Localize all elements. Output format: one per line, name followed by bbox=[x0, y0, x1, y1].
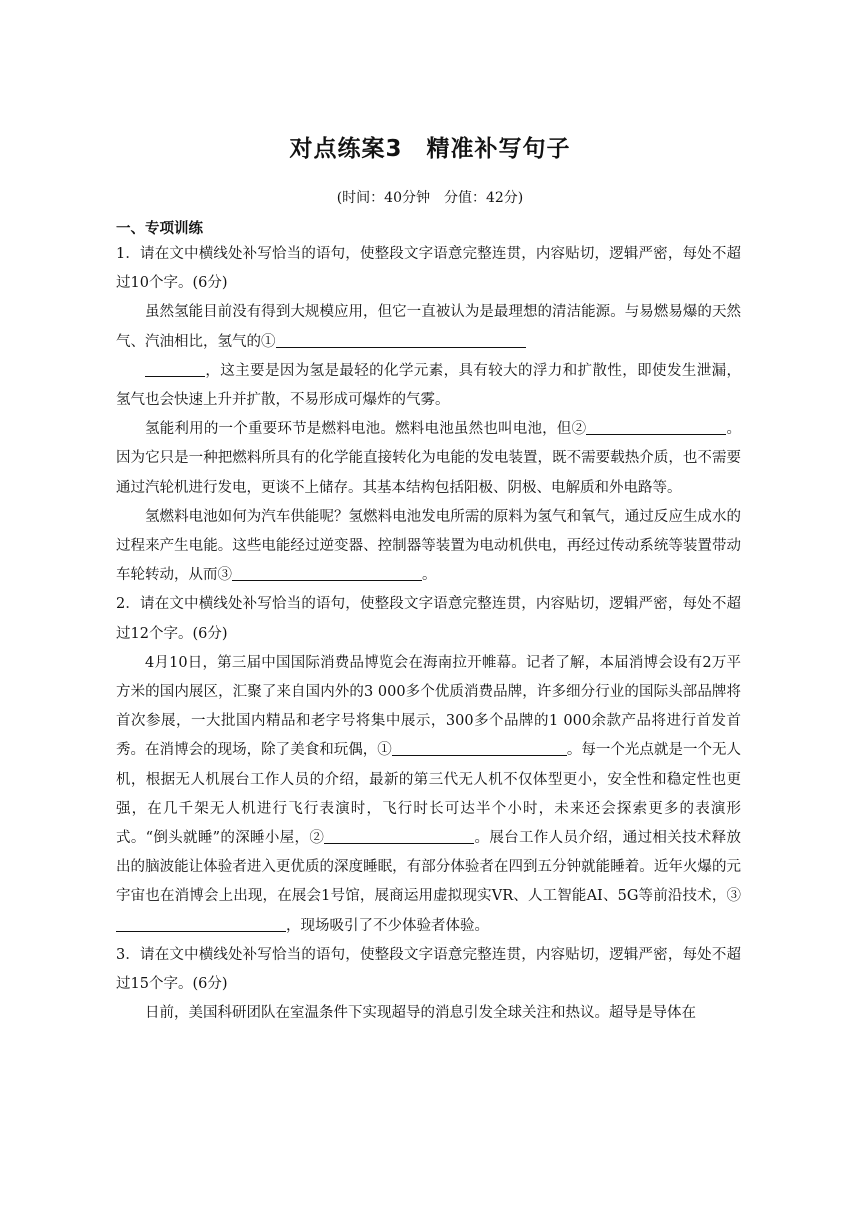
q1-blank-1-continued[interactable] bbox=[145, 361, 205, 377]
question-1-stem: 1．请在文中横线处补写恰当的语句，使整段文字语意完整连贯，内容贴切，逻辑严密，每处不超过10个字。(6分) bbox=[116, 246, 741, 292]
q2-blank-3[interactable] bbox=[116, 916, 286, 932]
q2-text-c: 。展台工作人员介绍，通过相关技术释放出的脑波能让体验者进入更优质的深度睡眠，有部分体验者在四到五分钟就能睡着。近年火爆的元宇宙也在消博会上出现，在展会1号馆，展商运用虚拟现实VR、人工智能AI、5G等前沿技术，③ bbox=[116, 830, 742, 905]
q2-blank-2[interactable] bbox=[324, 829, 474, 845]
q1-p3-text-b: 。 bbox=[422, 567, 437, 584]
question-2-paragraph bbox=[116, 649, 741, 941]
q1-blank-1[interactable] bbox=[276, 332, 526, 348]
question-1-paragraph-2 bbox=[116, 415, 741, 503]
q1-p2-text-b: 。因为它只是一种把燃料所具有的化学能直接转化为电能的发电装置，既不需要载热介质，也不需要通过汽轮机进行发电，更谈不上储存。其基本结构包括阳极、阴极、电解质和外电路等。 bbox=[116, 421, 742, 496]
q1-blank-2[interactable] bbox=[586, 420, 726, 436]
exercise-body bbox=[116, 240, 741, 1028]
q1-blank-3[interactable] bbox=[232, 566, 422, 582]
time-score-info: (时间：40分钟 分值：42分) bbox=[336, 190, 524, 206]
q1-p2-text-a: 氢能利用的一个重要环节是燃料电池。燃料电池虽然也叫电池，但② bbox=[145, 421, 587, 438]
question-1-paragraph-3 bbox=[116, 503, 741, 591]
page-title: 对点练案3 精准补写句子 bbox=[289, 136, 571, 162]
question-1-paragraph-1 bbox=[116, 298, 741, 415]
q1-p1-line bbox=[116, 357, 741, 415]
section-heading: 一、专项训练 bbox=[116, 221, 203, 237]
q1-p3-text-a: 氢燃料电池如何为汽车供能呢？氢燃料电池发电所需的原料为氢气和氧气，通过反应生成水的过程来产生电能。这些电能经过逆变器、控制器等装置为电动机供电，再经过传动系统等装置带动车轮转动，从而③ bbox=[116, 508, 741, 584]
question-3-stem: 3．请在文中横线处补写恰当的语句，使整段文字语意完整连贯，内容贴切，逻辑严密，每处不超过15个字。(6分) bbox=[116, 946, 741, 993]
q3-text-a: 日前，美国科研团队在室温条件下实现超导的消息引发全球关注和热议。超导是导体在 bbox=[145, 1005, 696, 1022]
question-3-paragraph bbox=[116, 999, 741, 1028]
q2-text-d: ，现场吸引了不少体验者体验。 bbox=[286, 917, 489, 934]
question-2-stem: 2．请在文中横线处补写恰当的语句，使整段文字语意完整连贯，内容贴切，逻辑严密，每处不超过12个字。(6分) bbox=[116, 596, 741, 642]
q1-p1-text-a: 虽然氢能目前没有得到大规模应用，但它一直被认为是最理想的清洁能源。与易燃易爆的天然气、汽油相比，氢气的① bbox=[116, 304, 741, 350]
q2-text-b: 。每一个光点就是一个无人机，根据无人机展台工作人员的介绍，最新的第三代无人机不仅体型更小，安全性和稳定性也更强，在几千架无人机进行飞行表演时，飞行时长可达半个小时，未来还会探索更多的表演形式。“倒头就睡”的深睡小屋，② bbox=[116, 742, 742, 847]
q1-p1-text-b: ，这主要是因为氢是最轻的化学元素，具有较大的浮力和扩散性，即使发生泄漏，氢气也会快速上升并扩散，不易形成可爆炸的气雾。 bbox=[116, 362, 741, 409]
q2-blank-1[interactable] bbox=[392, 741, 567, 757]
q2-text-a: 4月10日，第三届中国国际消费品博览会在海南拉开帷幕。记者了解，本届消博会设有2万平方米的国内展区，汇聚了来自国内外的3 000多个优质消费品牌，许多细分行业的国际头部品牌将首次参展，一大批国内精品和老字号将集中展示，300多个品牌的1 000余款产品将进行首发首秀。在消博会的现场，除了美食和玩偶，① bbox=[116, 654, 741, 759]
